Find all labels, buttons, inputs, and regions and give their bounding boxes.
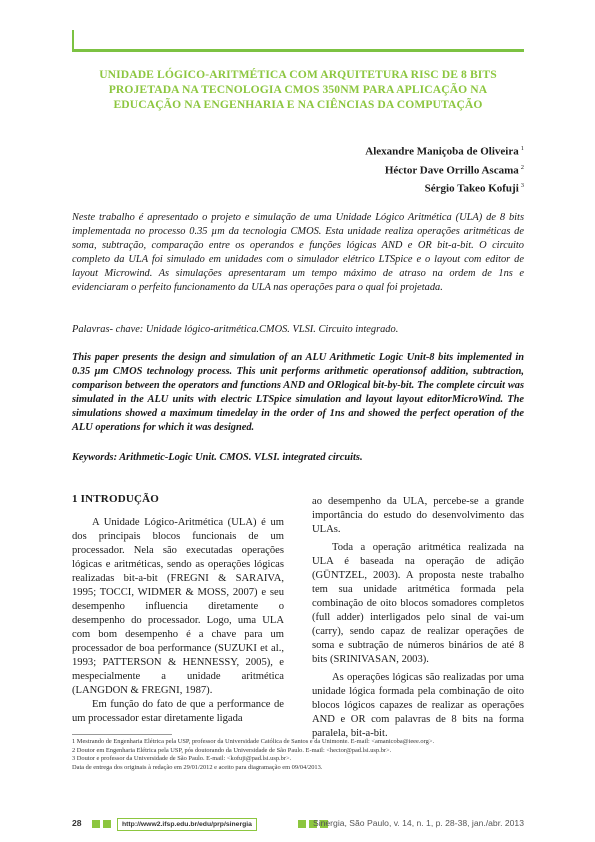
- left-column: [72, 513, 284, 726]
- section-heading: 1 INTRODUÇÃO: [72, 493, 160, 505]
- footer-square-icon: [298, 820, 306, 828]
- footer-square-icon: [92, 820, 100, 828]
- author-list: [365, 141, 524, 197]
- author-1-mark: 1: [520, 145, 524, 152]
- page-footer: [72, 818, 524, 832]
- abstract-en: This paper presents the design and simulation of an ALU Arithmetic Logic Unit-8 bits implemented in 0.35 µm CMOS technology process. This unit performs arithmetic operationsof addition, subtraction, comparison between the operators and functions AND and ORlogical bit-by-bit. The complete circuit was simulated in the ALU units with electric LTSpice simulation and layout layout editorMicroWind. The simulations showed a maximum timedelay in the order of 1ns and showed the perfect operation of the ALU operations for which it was designed.: [72, 352, 524, 433]
- page-number: 28: [72, 818, 82, 828]
- journal-url-link[interactable]: http://www2.ifsp.edu.br/edu/prp/sinergia: [117, 818, 257, 831]
- paragraph: Em função do fato de que a performance de um processador estar diretamente ligada: [72, 699, 284, 724]
- author-3: Sérgio Takeo Kofuji $^3$: [424, 182, 524, 195]
- paragraph: A Unidade Lógico-Aritmética (ULA) é um dos principais blocos funcionais de um processador. Nela são executadas operações lógicas e aritméticas, sendo as operações lógicas realizadas bit-a-bit (FREGNI & SARAIVA, 1995; TOCCI, WIDMER & MOSS, 2007) e seu desempenho influencia diretamente o desempenho do processador. Logo, uma ULA com bom desempenho é a chave para um processador de boa performance (SUZUKI et al., 1993; PATTERSON & HENNESSY, 2005), e mespecialmente a unidade aritmética (LANGDON & FREGNI, 1987).: [72, 517, 284, 696]
- author-1: Alexandre Maniçoba de Oliveira $^1$: [365, 145, 524, 158]
- footnote: 1 Mestrando de Engenharia Elétrica pela USP, professor da Universidade Católica de Santos e da Unimonte. E-mail: <amanicoba@ieee.org>.: [72, 738, 435, 745]
- footnote: 2 Doutor em Engenharia Elétrica pela USP, pós doutorando da Universidade de São Paulo. E-mail: <hector@pad.lsi.usp.br>.: [72, 746, 392, 754]
- abstract-pt: Neste trabalho é apresentado o projeto e simulação de uma Unidade Lógico Aritmética (ULA) de 8 bits implementada no processo 0.35 µm da tecnologia CMOS. Esta unidade realiza operações aritméticas de soma, subtração, comparação entre os operandos e funções lógicas AND e OR bit-a-bit. O circuito completo da ULA foi simulado em unidades com o simulador elétrico LTSpice e o layout com editor de layout Microwind. As simulações apresentaram um tempo máximo de atraso na ordem de 1ns e evidenciaram o perfeito funcionamento da ULA nas operações para o qual foi projetada.: [72, 212, 524, 293]
- header-rule: [72, 49, 524, 52]
- paragraph: ao desempenho da ULA, percebe-se a grande importância do estudo do desenvolvimento das ULAs.: [312, 496, 524, 535]
- author-2: Héctor Dave Orrillo Ascama $^2$: [384, 163, 524, 177]
- right-column: [312, 495, 524, 741]
- footnote: 3 Doutor e professor da Universidade de São Paulo. E-mail: <kofuji@pad.lsi.usp.br>.: [72, 755, 292, 763]
- journal-citation: Sinergia, São Paulo, v. 14, n. 1, p. 28-38, jan./abr. 2013: [312, 818, 524, 828]
- footnotes: [72, 738, 524, 772]
- title-line-1: UNIDADE LÓGICO-ARITMÉTICA COM ARQUITETURA RISC DE 8 BITS: [99, 68, 497, 81]
- footnote: Data de entrega dos originais à redação em 29/01/2012 e aceito para diagramação em 09/04/2013.: [72, 763, 323, 771]
- footnote-rule: [72, 734, 172, 735]
- paragraph: Toda a operação aritmética realizada na ULA é baseada na operação de adição (GÜNTZEL, 2003). A proposta neste trabalho tem sua unidade aritmética formada pela combinação de oito blocos somadores completos (full adder) interligados pelo sinal de vai-um (carry), sendo capaz de realizar operações de soma e subtração de números binários de até 8 bits (SRINIVASAN, 2003).: [312, 542, 524, 665]
- author-3-mark: 3: [520, 182, 524, 190]
- paper-title: [72, 67, 524, 112]
- keywords-en: Keywords: Arithmetic-Logic Unit. CMOS. VLSI. integrated circuits.: [72, 452, 363, 463]
- title-line-2: PROJETADA NA TECNOLOGIA CMOS 350NM PARA APLICAÇÃO NA: [108, 83, 488, 96]
- paragraph: As operações lógicas são realizadas por uma unidade lógica formada pela combinação de oito blocos lógicos capazes de realizar as operações AND e OR com palavras de 8 bits na forma paralela, bit-a-bit.: [312, 672, 524, 739]
- footer-square-icon: [103, 820, 111, 828]
- title-line-3: EDUCAÇÃO NA ENGENHARIA E NA CIÊNCIAS DA COMPUTAÇÃO: [113, 98, 483, 111]
- author-2-mark: 2: [520, 163, 524, 171]
- keywords-pt: Palavras- chave: Unidade lógico-aritmética.CMOS. VLSI. Circuito integrado.: [72, 324, 399, 335]
